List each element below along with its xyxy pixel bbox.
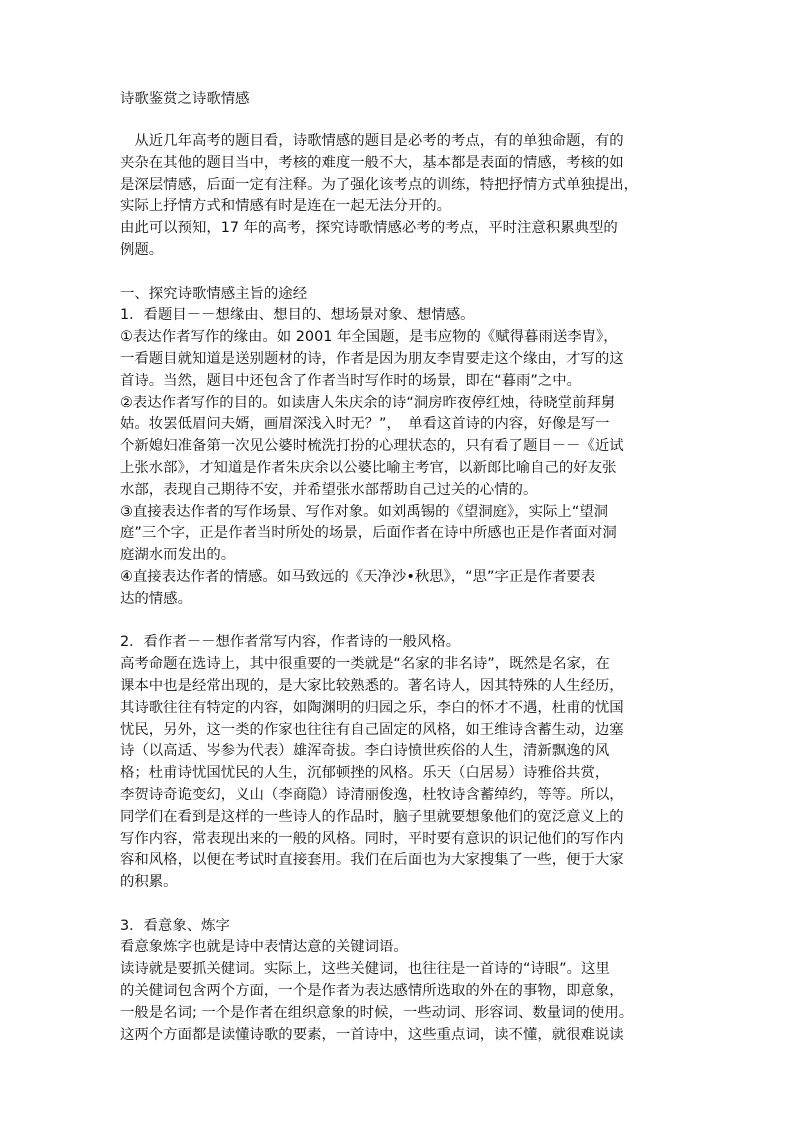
text-line: 个新媳妇准备第一次见公婆时梳洗打扮的心理状态的，只有看了题目－－《近试 <box>120 438 624 455</box>
text-line: ③直接表达作者的写作场景、写作对象。如刘禹锡的《望洞庭》，实际上“望洞 <box>120 503 609 520</box>
text-line: 课本中也是经常出现的，是大家比较熟悉的。著名诗人，因其特殊的人生经历， <box>120 677 624 694</box>
text-line: 容和风格，以便在考试时直接套用。我们在后面也为大家搜集了一些，便于大家 <box>120 852 624 869</box>
text-line: 看意象炼字也就是诗中表情达意的关键词语。 <box>120 939 408 956</box>
intro-paragraph <box>120 131 680 262</box>
text-line: 姑。妆罢低眉问夫婿，画眉深浅入时无？”， 单看这首诗的内容，好像是写一 <box>120 416 610 433</box>
document-page <box>120 88 680 1046</box>
text-line: 实际上抒情方式和情感有时是连在一起无法分开的。 <box>120 198 451 215</box>
section-2 <box>120 632 680 894</box>
text-line: 格；杜甫诗忧国忧民的人生，沉郁顿挫的风格。乐天（白居易）诗雅俗共赏， <box>120 765 610 782</box>
text-line: 从近几年高考的题目看，诗歌情感的题目是必考的考点，有的单独命题，有的 <box>120 133 624 149</box>
text-line: 上张水部》，才知道是作者朱庆余以公婆比喻主考官，以新郎比喻自己的好友张 <box>120 459 617 476</box>
text-line: 例题。 <box>120 241 164 258</box>
document-title: 诗歌鉴赏之诗歌情感 <box>120 91 250 107</box>
text-line: 由此可以预知，17 年的高考，探究诗歌情感必考的考点，平时注意积累典型的 <box>120 220 618 237</box>
text-line: 高考命题在选诗上，其中很重要的一类就是“名家的非名诗”，既然是名家，在 <box>120 656 610 673</box>
text-line: 一看题目就知道是送别题材的诗，作者是因为朋友李胄要走这个缘由，才写的这 <box>120 350 624 367</box>
text-line: 一般是名词; 一个是作者在组织意象的时候，一些动词、形容词、数量词的使用。 <box>120 1004 634 1021</box>
text-line: 水部，表现自己期待不安，并希望张水部帮助自己过关的心情的。 <box>120 481 538 498</box>
text-line: 忧民，另外，这一类的作家也往往有自己固定的风格，如王维诗含蓄生动，边塞 <box>120 721 624 738</box>
text-line: 这两个方面都是读懂诗歌的要素，一首诗中，这些重点词，读不懂，就很难说读 <box>120 1026 624 1043</box>
text-line: 庭湖水而发出的。 <box>120 547 236 564</box>
text-line: ④直接表达作者的情感。如马致远的《天净沙•秋思》，“思”字正是作者要表 <box>120 568 596 585</box>
text-line: ②表达作者写作的目的。如读唐人朱庆余的诗“洞房昨夜停红烛，待晓堂前拜舅 <box>120 394 616 411</box>
section-3 <box>120 916 680 1047</box>
text-line: 首诗。当然，题目中还包含了作者当时写作时的场景，即在“暮雨”之中。 <box>120 372 582 389</box>
section-heading: 一、探究诗歌情感主旨的途经 <box>120 285 308 302</box>
blank-line <box>120 262 680 284</box>
text-line: 读诗就是要抓关健词。实际上，这些关健词，也往往是一首诗的“诗眼”。这里 <box>120 961 610 978</box>
blank-line <box>120 894 680 916</box>
text-line: ①表达作者写作的缘由。如 2001 年全国题，是韦应物的《赋得暮雨送李胄》， <box>120 329 618 346</box>
text-line: 庭”三个字，正是作者当时所处的场景，后面作者在诗中所感也正是作者面对洞 <box>120 525 617 542</box>
text-line: 是深层情感，后面一定有注释。为了强化该考点的训练，特把抒情方式单独提出， <box>120 176 639 193</box>
text-line: 写作内容，常表现出来的一般的风格。同时，平时要有意识的识记他们的写作内 <box>120 830 624 847</box>
text-line: 的积累。 <box>120 874 178 891</box>
text-line: 诗（以高适、岑参为代表）雄浑奇拔。李白诗愤世疾俗的人生，清新飘逸的风 <box>120 743 610 760</box>
section-1 <box>120 284 680 611</box>
text-line: 达的情感。 <box>120 590 192 607</box>
text-line: 同学们在看到是这样的一些诗人的作品时，脑子里就要想象他们的宽泛意义上的 <box>120 808 624 825</box>
text-line: 的关健词包含两个方面，一个是作者为表达感情所选取的外在的事物，即意象， <box>120 983 624 1000</box>
text-line: 其诗歌往往有特定的内容，如陶渊明的归园之乐，李白的怀才不遇，杜甫的忧国 <box>120 699 624 716</box>
text-line: 李贺诗奇诡变幻，义山（李商隐）诗清丽俊逸，杜牧诗含蓄绰约，等等。所以， <box>120 786 624 803</box>
blank-line <box>120 611 680 633</box>
subsection-heading: 3．看意象、炼字 <box>120 917 230 934</box>
text-line: 夹杂在其他的题目当中，考核的难度一般不大，基本都是表面的情感，考核的如 <box>120 154 624 171</box>
subsection-heading: 1．看题目－－想缘由、想目的、想场景对象、想情感。 <box>120 307 475 324</box>
subsection-heading: 2．看作者－－想作者常写内容，作者诗的一般风格。 <box>120 634 461 651</box>
